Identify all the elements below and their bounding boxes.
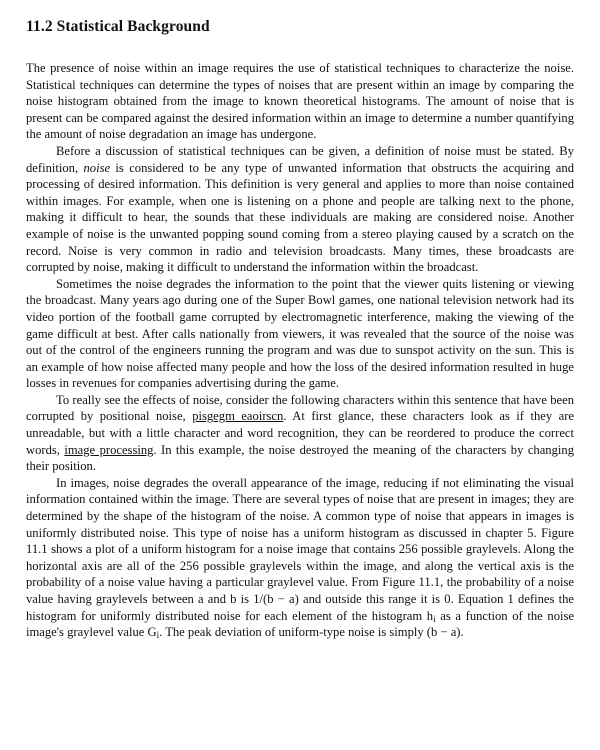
subscript-i-histogram: i [433,613,436,624]
paragraph-4-text-c: . In this example, the noise destroyed the meaning of the characters by changing their position. [26,442,574,474]
section-heading: 11.2 Statistical Background [26,18,210,35]
correct-words: image processing [64,442,154,457]
document-page [26,18,574,641]
scrambled-words: pisgegm eaoirscn [192,409,284,424]
paragraph-5-text-c: . The peak deviation of uniform-type noise is simply (b − a). [159,625,464,640]
noise-term: noise [83,160,111,175]
paragraph-2-text-b: is considered to be any type of unwanted information that obstructs the acquiring and processing of desired information. This definition is very general and applies to more than noise contained within images. For example, when one is listening on a phone and people are talking next to the phone, making it difficult to hear, the sounds that these individuals are making are considered noise. Another example of noise is the unwanted popping sound coming from a stereo playing caused by a scratch on the record. Noise is very common in radio and television broadcasts. Many times, these broadcasts are corrupted by noise, making it difficult to understand the information within the broadcast. [26,160,574,275]
paragraph-4-text-b: . At first glance, these characters look as if they are unreadable, but with a little character and word recognition, they can be reordered to produce the correct words, [26,409,575,457]
paragraph-1: The presence of noise within an image requires the use of statistical techniques to characterize the noise. Statistical techniques can determine the types of noises that are present within an image by comparing the noise histogram obtained from the image to known theoretical histograms. The amount of noise that is present can be compared against the desired information within an image to determine a number quantifying the amount of noise degradation an image has undergone. [26,61,574,142]
paragraph-5-text-a: In images, noise degrades the overall appearance of the image, reducing if not eliminating the visual information contained within the image. There are several types of noise that are present in images; they are determined by the shape of the histogram of the noise. A common type of noise that appears in images is uniformly distributed noise. This type of noise has a uniform histogram as discussed in chapter 5. Figure 11.1 shows a plot of a uniform histogram for a noise image that contains 256 possible graylevels. Along the horizontal axis are all of the 256 possible graylevels within the image, and along the vertical axis is the probability of a noise value having a particular graylevel value. From Figure 11.1, the probability of a noise value having graylevels between a and b is 1/(b − a) and outside this range it is 0. Equation 1 defines the histogram for uniformly distributed noise for each element of the histogram h [26,475,574,623]
paragraph-4 [26,392,574,475]
paragraph-3: Sometimes the noise degrades the information to the point that the viewer quits listening or viewing the broadcast. Many years ago during one of the Super Bowl games, one national television network had its video portion of the football game corrupted by electromagnetic interference, making the viewing of the game difficult at best. After calls nationally from viewers, it was revealed that the source of the noise was out of the control of the engineers running the program and was due to sunspot activity on the sun. This is an example of how noise affected many people and how the loss of the desired information resulted in huge losses in revenues for companies advertising during the game. [26,276,574,391]
paragraph-2 [26,143,574,276]
paragraph-4-text-a: To really see the effects of noise, consider the following characters within this sentence that have been corrupted by positional noise, [26,392,574,424]
subscript-i-graylevel: i [156,630,160,641]
paragraph-5-text-b: as a function of the noise image's graylevel value G [26,608,574,640]
paragraph-2-text-a: Before a discussion of statistical techniques can be given, a definition of noise must be stated. By definition, [26,143,574,175]
paragraph-5 [26,475,574,641]
